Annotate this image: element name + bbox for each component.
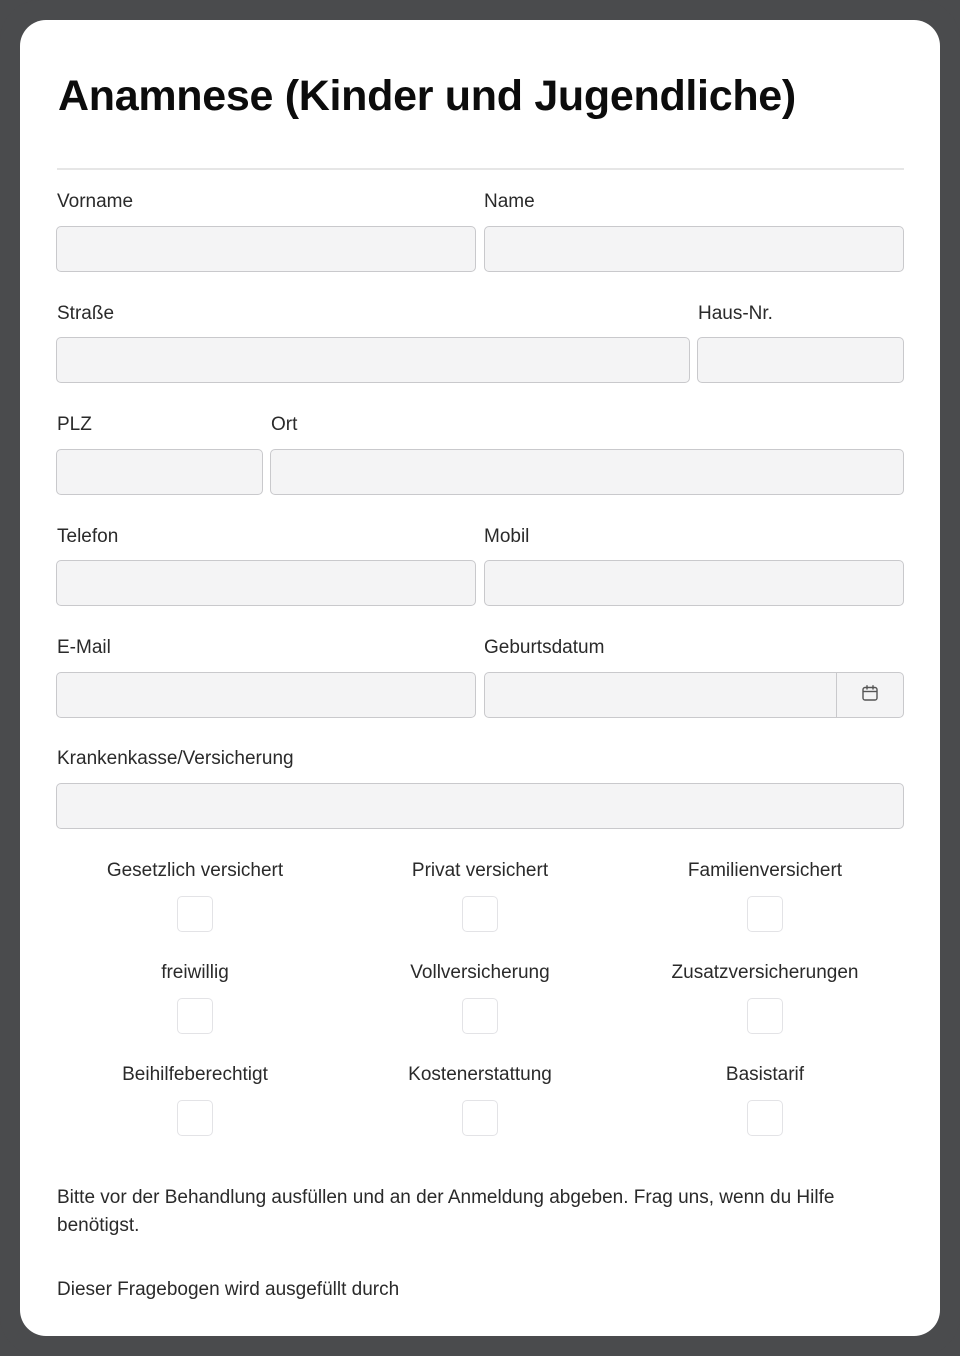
beihilfeberechtigt-checkbox[interactable] — [177, 1100, 213, 1136]
title-divider — [57, 168, 904, 170]
hausnr-label: Haus-Nr. — [698, 303, 773, 324]
ort-label: Ort — [271, 414, 298, 435]
ort-input[interactable] — [270, 449, 904, 495]
zusatzversicherungen-checkbox[interactable] — [747, 998, 783, 1034]
date-picker-button[interactable] — [836, 673, 903, 717]
checkbox-label: Kostenerstattung — [408, 1064, 552, 1085]
privat-versichert-checkbox[interactable] — [462, 896, 498, 932]
telefon-input[interactable] — [56, 560, 476, 606]
plz-input[interactable] — [56, 449, 263, 495]
email-label: E-Mail — [57, 637, 111, 658]
krankenkasse-input[interactable] — [56, 783, 904, 829]
gesetzlich-versichert-checkbox[interactable] — [177, 896, 213, 932]
mobil-input[interactable] — [484, 560, 904, 606]
form-card — [20, 20, 940, 1336]
checkbox-label: Beihilfeberechtigt — [122, 1064, 268, 1085]
basistarif-checkbox[interactable] — [747, 1100, 783, 1136]
mobil-label: Mobil — [484, 526, 530, 547]
filled-by-label: Dieser Fragebogen wird ausgefüllt durch — [57, 1279, 400, 1300]
geburtsdatum-input[interactable] — [484, 672, 904, 718]
checkbox-label: Privat versichert — [411, 860, 549, 881]
hausnr-input[interactable] — [697, 337, 904, 383]
checkbox-label: Gesetzlich versichert — [106, 860, 284, 881]
checkbox-label: Vollversicherung — [410, 962, 550, 983]
vollversicherung-checkbox[interactable] — [462, 998, 498, 1034]
name-input[interactable] — [484, 226, 904, 272]
page-title: Anamnese (Kinder und Jugendliche) — [58, 72, 796, 120]
checkbox-label: Basistarif — [725, 1064, 805, 1085]
kostenerstattung-checkbox[interactable] — [462, 1100, 498, 1136]
vorname-label: Vorname — [57, 191, 134, 212]
strasse-label: Straße — [57, 303, 115, 324]
instructions-text: Bitte vor der Behandlung ausfüllen und an der Anmeldung abgeben. Frag uns, wenn du Hilfe benötigst. — [57, 1187, 835, 1236]
checkbox-label: Familienversichert — [687, 860, 843, 881]
krankenkasse-label: Krankenkasse/Versicherung — [57, 748, 294, 769]
email-input[interactable] — [56, 672, 476, 718]
strasse-input[interactable] — [56, 337, 690, 383]
name-label: Name — [484, 191, 535, 212]
calendar-icon — [861, 684, 879, 707]
telefon-label: Telefon — [57, 526, 119, 547]
plz-label: PLZ — [57, 414, 92, 435]
geburtsdatum-label: Geburtsdatum — [484, 637, 605, 658]
vorname-input[interactable] — [56, 226, 476, 272]
familienversichert-checkbox[interactable] — [747, 896, 783, 932]
checkbox-label: freiwillig — [161, 962, 229, 983]
checkbox-label: Zusatzversicherungen — [671, 962, 859, 983]
freiwillig-checkbox[interactable] — [177, 998, 213, 1034]
